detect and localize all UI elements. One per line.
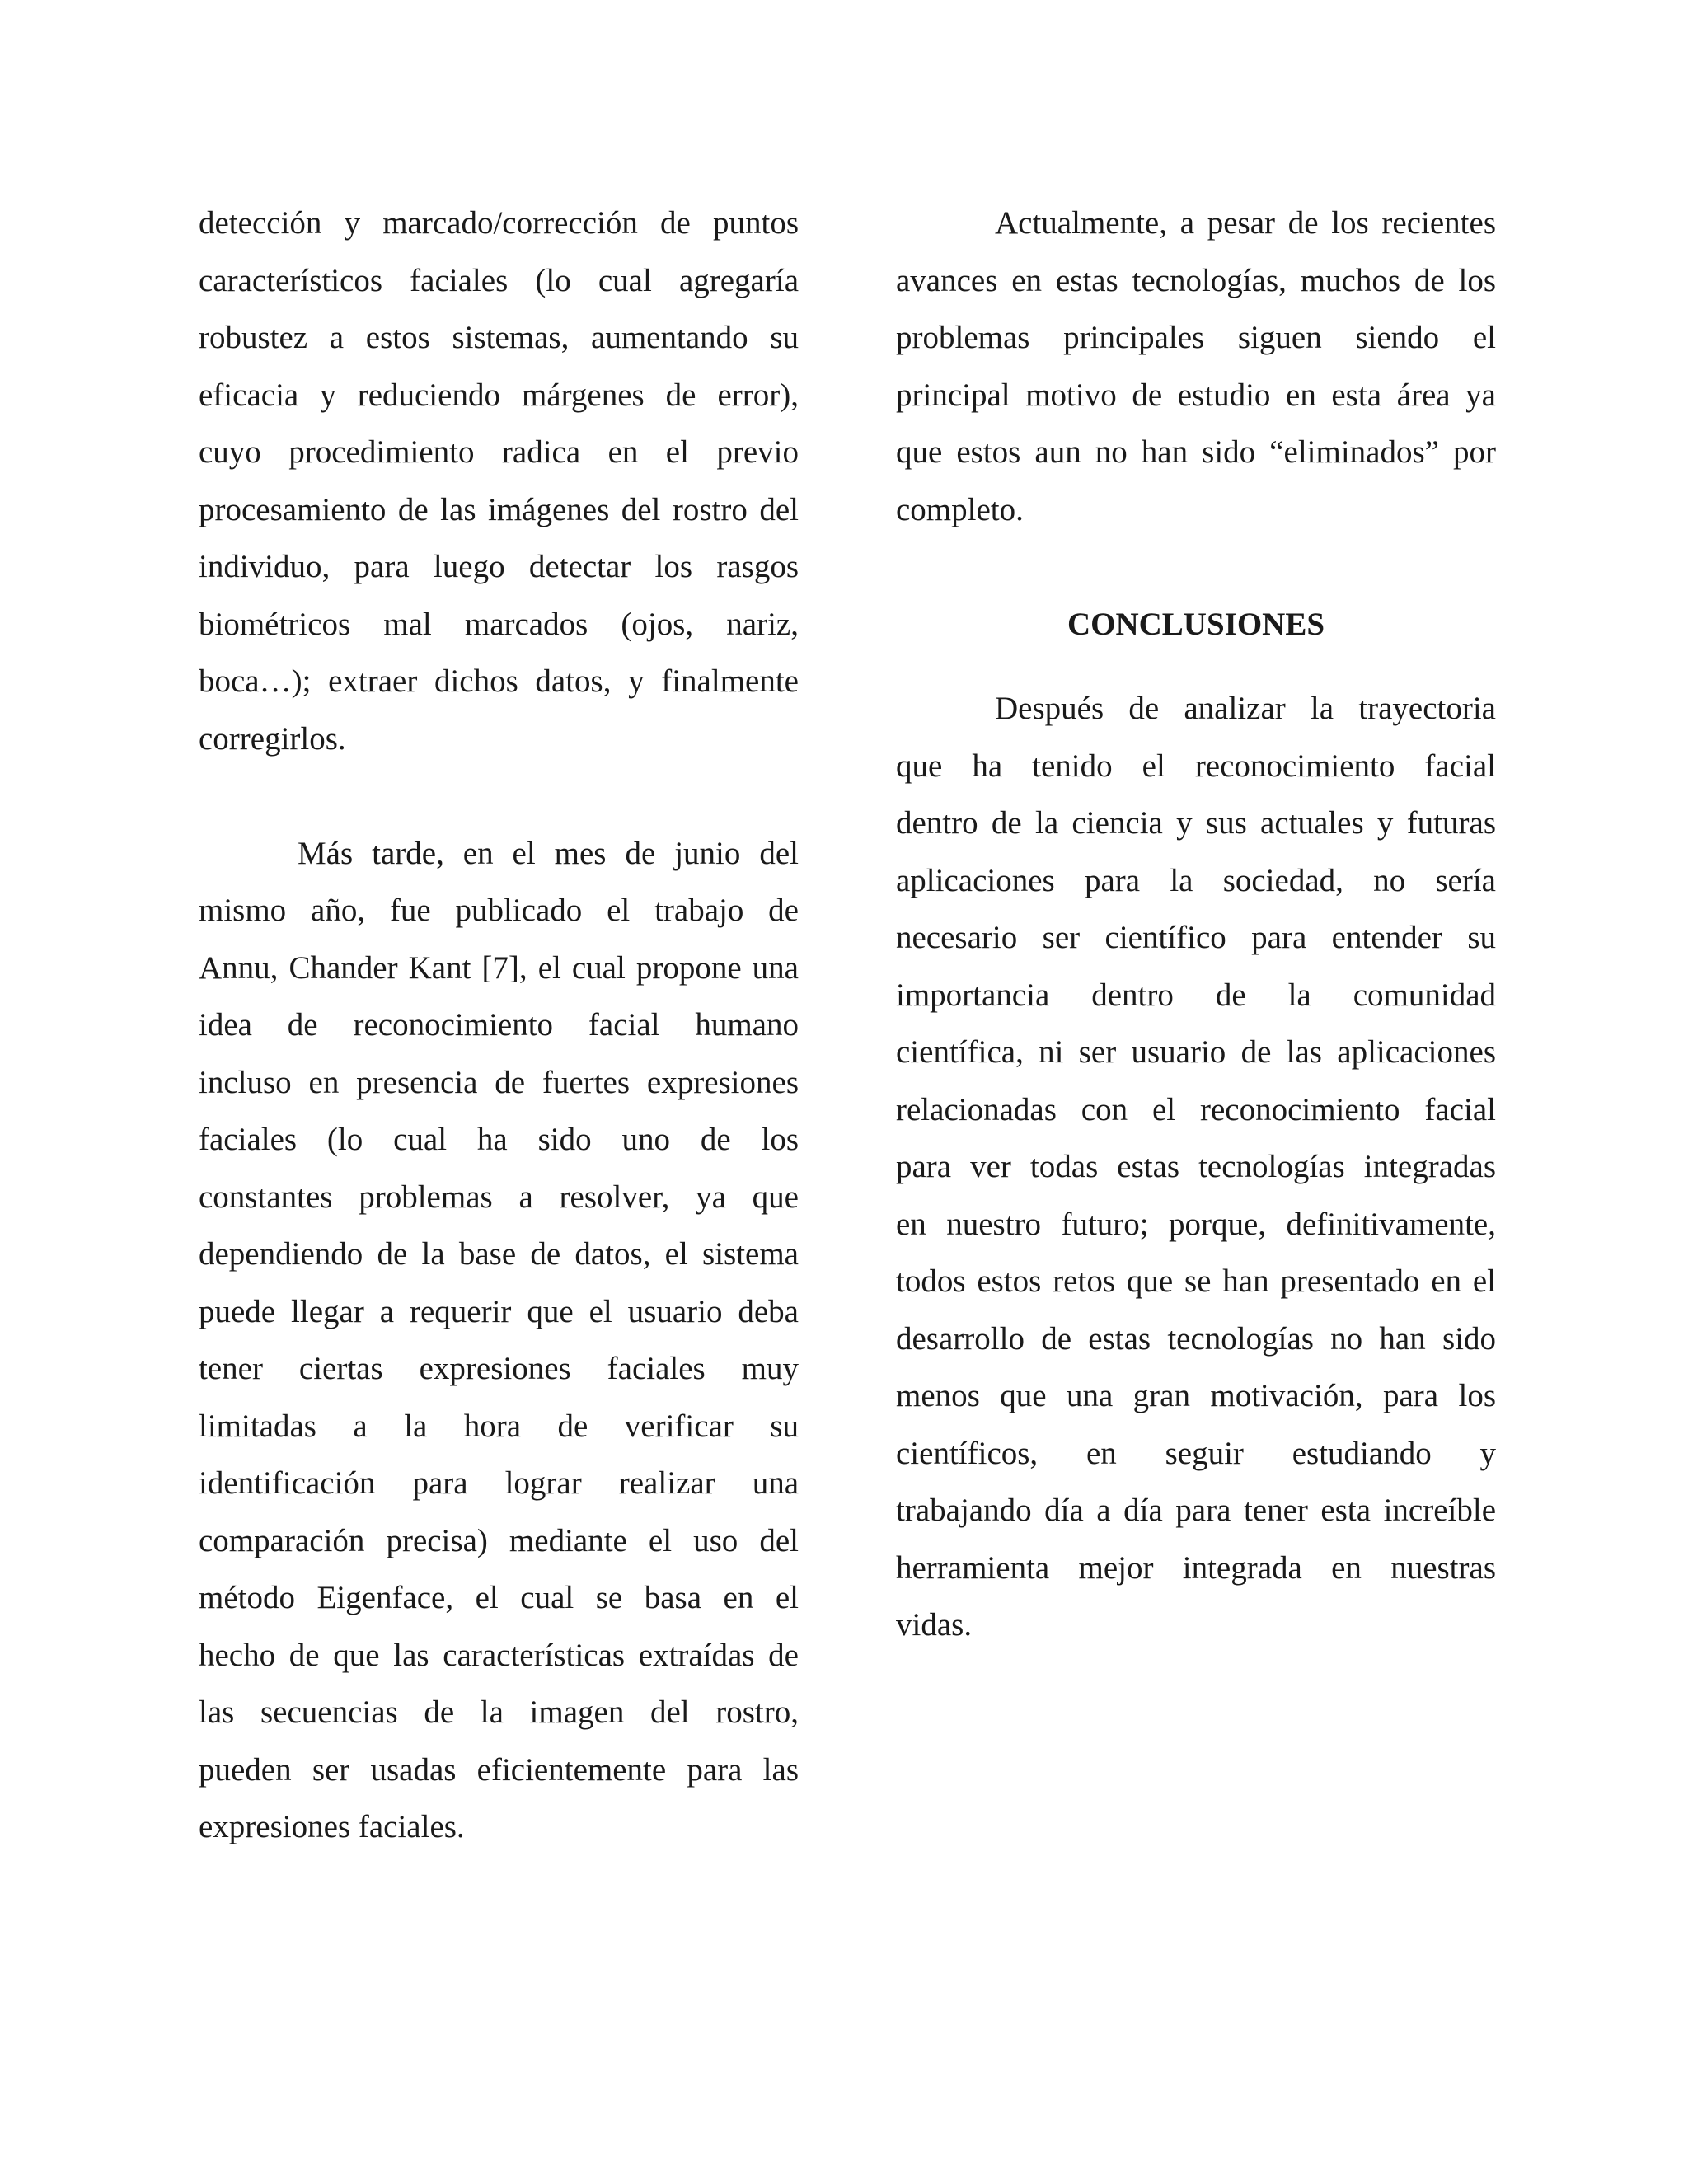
text-line: problemas principales siguen siendo el	[896, 320, 1496, 355]
text-line: científica, ni ser usuario de las aplicaciones	[896, 1034, 1496, 1070]
text-line: Actualmente, a pesar de los recientes	[995, 205, 1496, 241]
text-line: limitadas a la hora de verificar su	[199, 1408, 799, 1444]
text-line: relacionadas con el reconocimiento facial	[896, 1091, 1496, 1127]
text-line: puede llegar a requerir que el usuario deba	[199, 1293, 799, 1329]
paragraph-actualmente	[896, 194, 1496, 538]
text-line: Annu, Chander Kant [7], el cual propone una	[199, 949, 799, 986]
text-line: que estos aun no han sido “eliminados” por	[896, 434, 1496, 470]
paragraph-annu-chander-kant	[199, 825, 799, 1856]
text-line: todos estos retos que se han presentado en el	[896, 1263, 1496, 1299]
text-line: mismo año, fue publicado el trabajo de	[199, 893, 799, 928]
text-line: eficacia y reduciendo márgenes de error),	[199, 377, 799, 413]
text-line: aplicaciones para la sociedad, no sería	[896, 862, 1496, 898]
text-line: avances en estas tecnologías, muchos de los	[896, 262, 1496, 298]
text-line: pueden ser usadas eficientemente para las	[199, 1751, 799, 1788]
text-line: Después de analizar la trayectoria	[995, 691, 1496, 726]
text-line: en nuestro futuro; porque, definitivamente,	[896, 1206, 1496, 1242]
text-line: importancia dentro de la comunidad	[896, 977, 1496, 1013]
text-line: corregirlos.	[199, 720, 346, 757]
text-line: trabajando día a día para tener esta increíble	[896, 1493, 1496, 1528]
text-line: idea de reconocimiento facial humano	[199, 1007, 799, 1043]
text-line: identificación para lograr realizar una	[199, 1465, 799, 1501]
text-line: cuyo procedimiento radica en el previo	[199, 434, 799, 470]
text-line: dependiendo de la base de datos, el sistema	[199, 1236, 799, 1272]
right-column	[896, 194, 1496, 1654]
text-line: científicos, en seguir estudiando y	[896, 1435, 1496, 1471]
text-line: método Eigenface, el cual se basa en el	[199, 1580, 799, 1615]
text-line: característicos faciales (lo cual agregaría	[199, 262, 799, 298]
text-line: las secuencias de la imagen del rostro,	[199, 1694, 799, 1730]
heading-gap	[896, 653, 1496, 680]
text-line: que ha tenido el reconocimiento facial	[896, 748, 1496, 784]
text-line: faciales (lo cual ha sido uno de los	[199, 1122, 799, 1157]
text-line: vidas.	[896, 1607, 973, 1643]
paragraph-gap	[199, 767, 799, 825]
text-line: completo.	[896, 491, 1024, 527]
text-line: dentro de la ciencia y sus actuales y futuras	[896, 805, 1496, 841]
text-line: necesario ser científico para entender su	[896, 920, 1496, 955]
text-line: menos que una gran motivación, para los	[896, 1378, 1496, 1413]
paragraph-continuation	[199, 194, 799, 767]
text-line: comparación precisa) mediante el uso del	[199, 1522, 799, 1558]
section-heading: CONCLUSIONES	[1067, 606, 1325, 642]
paragraph-gap	[896, 538, 1496, 596]
text-line: Más tarde, en el mes de junio del	[298, 835, 799, 871]
text-line: hecho de que las características extraídas de	[199, 1637, 799, 1673]
text-line: para ver todas estas tecnologías integradas	[896, 1149, 1496, 1184]
paragraph-conclusiones	[896, 680, 1496, 1654]
text-line: herramienta mejor integrada en nuestras	[896, 1549, 1496, 1586]
text-line: expresiones faciales.	[199, 1809, 465, 1844]
text-line: boca…); extraer dichos datos, y finalmente	[199, 663, 799, 699]
text-line: detección y marcado/corrección de puntos	[199, 205, 799, 241]
text-line: principal motivo de estudio en esta área ya	[896, 377, 1496, 413]
text-line: incluso en presencia de fuertes expresiones	[199, 1064, 799, 1100]
text-line: robustez a estos sistemas, aumentando su	[199, 320, 799, 355]
text-line: constantes problemas a resolver, ya que	[199, 1179, 799, 1215]
text-line: individuo, para luego detectar los rasgos	[199, 549, 799, 584]
left-column	[199, 194, 799, 1856]
text-line: desarrollo de estas tecnologías no han sido	[896, 1320, 1496, 1357]
text-line: tener ciertas expresiones faciales muy	[199, 1351, 799, 1386]
text-line: procesamiento de las imágenes del rostro del	[199, 491, 799, 527]
text-line: biométricos mal marcados (ojos, nariz,	[199, 606, 799, 642]
